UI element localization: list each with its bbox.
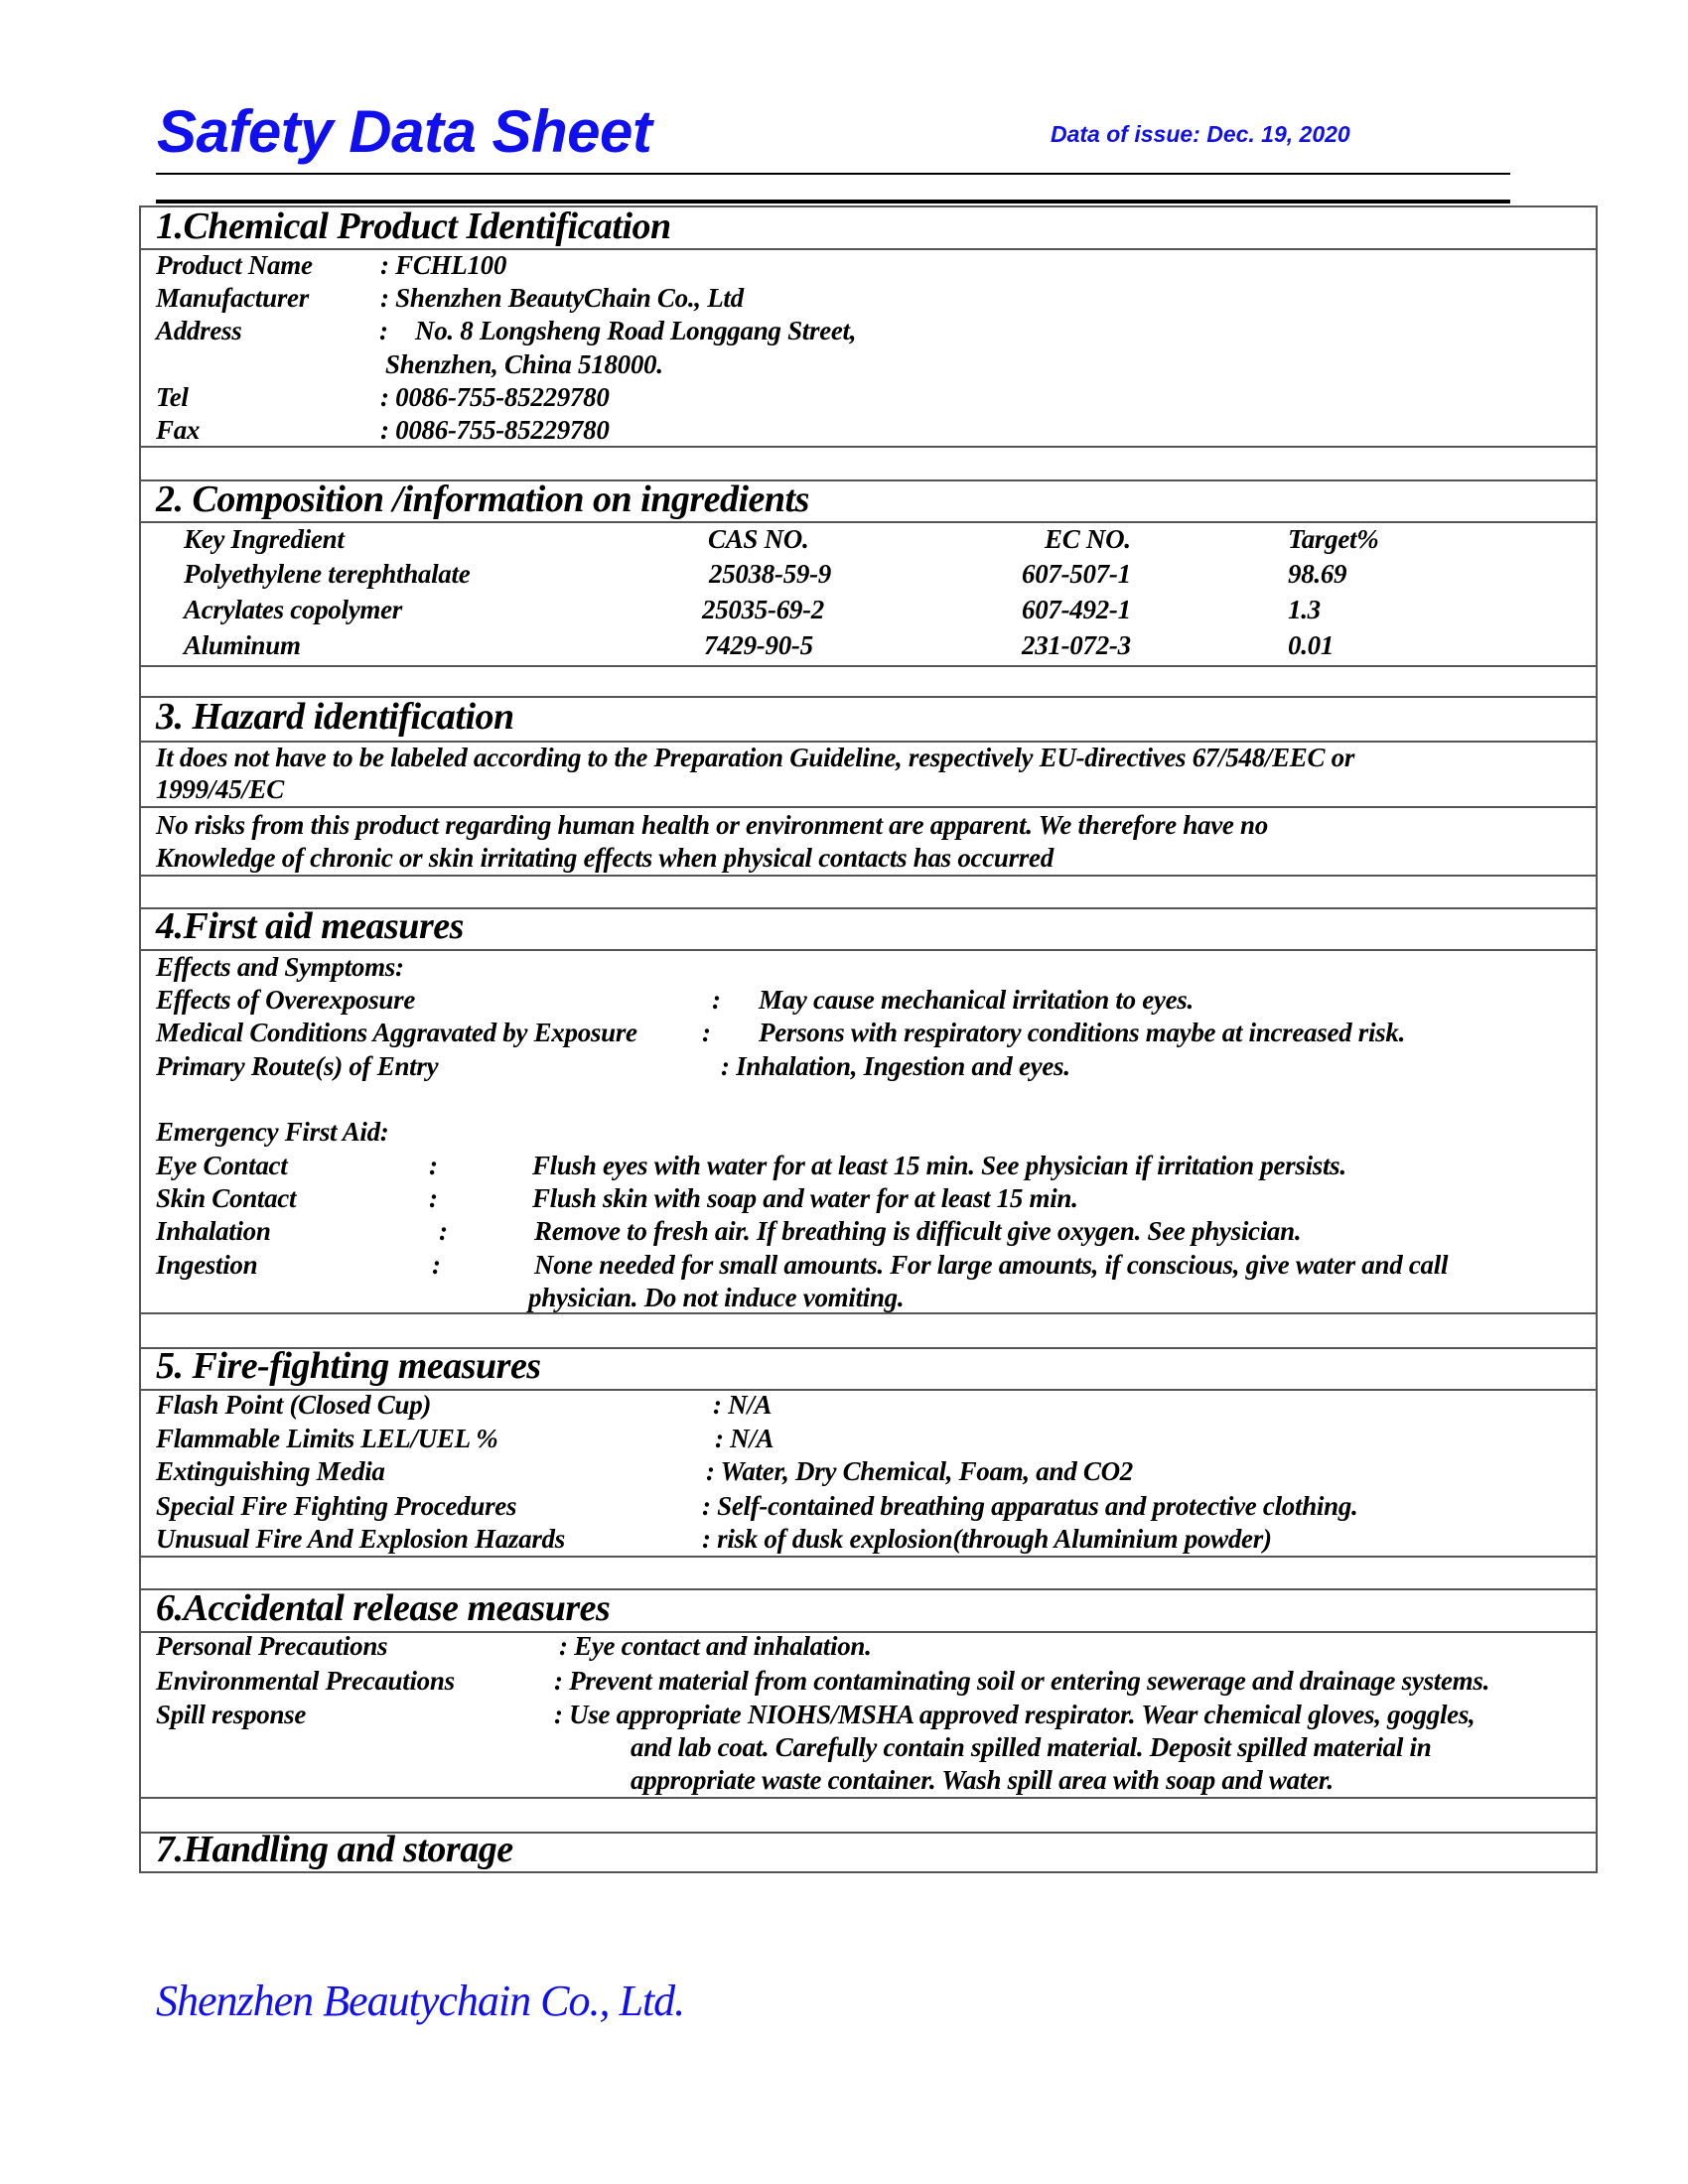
aid-label: Inhalation — [156, 1216, 271, 1246]
footer-company: Shenzhen Beautychain Co., Ltd. — [156, 1977, 685, 2025]
release-value: : Prevent material from contaminating soil or entering sewerage and drainage systems. — [554, 1666, 1490, 1696]
document-title: Safety Data Sheet — [157, 98, 652, 165]
fire-label: Unusual Fire And Explosion Hazards — [156, 1524, 565, 1554]
table-cell: Acrylates copolymer — [184, 595, 402, 624]
product-name-label: Product Name — [156, 250, 313, 280]
title-rule-thick — [156, 200, 1510, 204]
divider — [139, 248, 1596, 250]
table-cell: 607-492-1 — [1022, 595, 1131, 624]
effect-label: Medical Conditions Aggravated by Exposure — [156, 1018, 637, 1047]
aid-colon: : — [439, 1216, 448, 1246]
column-header: Key Ingredient — [184, 524, 345, 554]
hazard-text: It does not have to be labeled according to the Preparation Guideline, respectively EU-directives 67/548/EEC or — [156, 743, 1355, 772]
table-cell: 1.3 — [1288, 595, 1321, 624]
fire-value: : Self-contained breathing apparatus and protective clothing. — [702, 1491, 1358, 1521]
table-cell: Aluminum — [184, 630, 301, 660]
effect-label: Primary Route(s) of Entry — [156, 1051, 439, 1081]
effect-colon: : — [702, 1018, 711, 1047]
effects-heading: Effects and Symptoms: — [156, 952, 404, 982]
manufacturer-label: Manufacturer — [156, 283, 309, 313]
fax-value: : 0086-755-85229780 — [380, 415, 610, 445]
table-cell: Polyethylene terephthalate — [184, 559, 471, 589]
first-aid-heading: Emergency First Aid: — [156, 1117, 389, 1147]
aid-value: Flush skin with soap and water for at least 15 min. — [532, 1183, 1078, 1213]
table-cell: 98.69 — [1288, 559, 1347, 589]
hazard-text: 1999/45/EC — [156, 774, 285, 804]
effect-value: May cause mechanical irritation to eyes. — [759, 985, 1194, 1015]
fire-label: Special Fire Fighting Procedures — [156, 1491, 517, 1521]
aid-label: Ingestion — [156, 1250, 258, 1280]
release-value-line2: and lab coat. Carefully contain spilled material. Deposit spilled material in — [631, 1732, 1432, 1762]
release-label: Environmental Precautions — [156, 1666, 455, 1696]
aid-colon: : — [429, 1151, 438, 1180]
aid-value: Remove to fresh air. If breathing is difficult give oxygen. See physician. — [534, 1216, 1302, 1246]
section-7-title: 7.Handling and storage — [156, 1829, 513, 1870]
aid-colon: : — [429, 1183, 438, 1213]
effect-value: : Inhalation, Ingestion and eyes. — [721, 1051, 1070, 1081]
aid-label: Skin Contact — [156, 1183, 297, 1213]
column-header: CAS NO. — [708, 524, 809, 554]
fire-value: : Water, Dry Chemical, Foam, and CO2 — [706, 1456, 1133, 1486]
aid-value: None needed for small amounts. For large amounts, if conscious, give water and call — [534, 1250, 1449, 1280]
hazard-text: No risks from this product regarding human health or environment are apparent. We therefore have no — [156, 810, 1268, 840]
column-header: Target% — [1288, 524, 1379, 554]
table-cell: 607-507-1 — [1022, 559, 1131, 589]
table-cell: 25035-69-2 — [702, 595, 824, 624]
fire-value: : risk of dusk explosion(through Aluminium powder) — [702, 1524, 1272, 1554]
tel-value: : 0086-755-85229780 — [380, 382, 610, 412]
release-value: : Eye contact and inhalation. — [559, 1631, 872, 1661]
section-1-title: 1.Chemical Product Identification — [156, 205, 671, 247]
release-value-line3: appropriate waste container. Wash spill area with soap and water. — [631, 1765, 1334, 1795]
fire-value: : N/A — [715, 1424, 774, 1453]
fax-label: Fax — [156, 415, 201, 445]
release-value: : Use appropriate NIOHS/MSHA approved respirator. Wear chemical gloves, goggles, — [554, 1700, 1476, 1729]
section-4-title: 4.First aid measures — [156, 905, 464, 947]
section-2-title: 2. Composition /information on ingredients — [156, 478, 809, 520]
manufacturer-value: : Shenzhen BeautyChain Co., Ltd — [380, 283, 744, 313]
section-6-title: 6.Accidental release measures — [156, 1587, 611, 1629]
divider — [139, 875, 1596, 877]
effect-colon: : — [712, 985, 721, 1015]
table-cell: 7429-90-5 — [704, 630, 813, 660]
issue-date: Data of issue: Dec. 19, 2020 — [1051, 121, 1350, 147]
divider — [139, 1797, 1596, 1799]
release-label: Personal Precautions — [156, 1631, 388, 1661]
section-3-title: 3. Hazard identification — [156, 696, 514, 738]
divider — [139, 446, 1596, 448]
product-name-value: : FCHL100 — [380, 250, 507, 280]
fire-label: Flammable Limits LEL/UEL % — [156, 1424, 498, 1453]
aid-value-line2: physician. Do not induce vomiting. — [528, 1283, 905, 1312]
aid-colon: : — [432, 1250, 441, 1280]
column-header: EC NO. — [1045, 524, 1131, 554]
fire-label: Flash Point (Closed Cup) — [156, 1390, 432, 1420]
address-value: No. 8 Longsheng Road Longgang Street, — [415, 316, 857, 345]
table-cell: 25038-59-9 — [709, 559, 831, 589]
table-cell: 231-072-3 — [1022, 630, 1131, 660]
address-label: Address — [156, 316, 242, 345]
address-colon: : — [379, 316, 388, 345]
aid-label: Eye Contact — [156, 1151, 288, 1180]
fire-value: : N/A — [713, 1390, 773, 1420]
title-rule — [156, 173, 1510, 175]
fire-label: Extinguishing Media — [156, 1456, 385, 1486]
address-value-line2: Shenzhen, China 518000. — [385, 349, 663, 379]
divider — [139, 665, 1596, 667]
aid-value: Flush eyes with water for at least 15 min. See physician if irritation persists. — [532, 1151, 1346, 1180]
hazard-text: Knowledge of chronic or skin irritating effects when physical contacts has occurred — [156, 843, 1054, 873]
effect-label: Effects of Overexposure — [156, 985, 416, 1015]
release-label: Spill response — [156, 1700, 307, 1729]
tel-label: Tel — [156, 382, 189, 412]
effect-value: Persons with respiratory conditions maybe at increased risk. — [759, 1018, 1406, 1047]
section-5-title: 5. Fire-fighting measures — [156, 1345, 541, 1387]
table-cell: 0.01 — [1288, 630, 1335, 660]
divider — [139, 1556, 1596, 1558]
